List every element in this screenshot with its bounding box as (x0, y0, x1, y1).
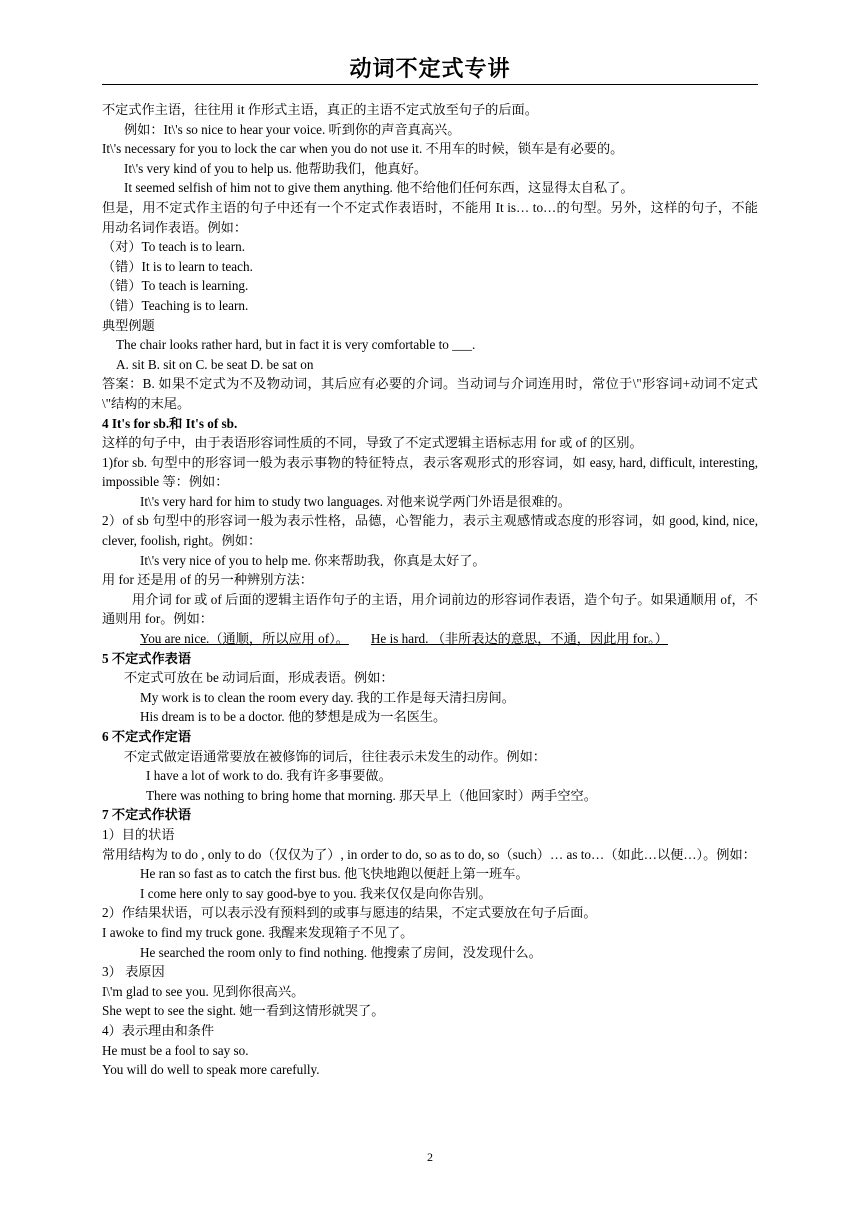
example-line: 例如：It\'s so nice to hear your voice. 听到你的声音真高兴。 (124, 121, 461, 137)
text-paragraph: 常用结构为 to do , only to do（仅仅为了）, in order to do, so as to do, so（such）… as to…（如此…以便…）。例如： (102, 846, 756, 862)
example-line: I awoke to find my truck gone. 我醒来发现箱子不见了。 (102, 924, 414, 940)
page-number: 2 (427, 1150, 433, 1164)
text-line: 这样的句子中，由于表语形容词性质的不同，导致了不定式逻辑主语标志用 for 或 of 的区别。 (102, 435, 643, 451)
list-item: （错）It is to learn to teach. (102, 258, 253, 274)
text-line: 不定式可放在 be 动词后面，形成表语。例如： (124, 670, 394, 686)
question-line: The chair looks rather hard, but in fact it is very comfortable to ___. (116, 337, 476, 353)
example-line: His dream is to be a doctor. 他的梦想是成为一名医生。 (140, 709, 447, 725)
subsection-label: 4）表示理由和条件 (102, 1022, 215, 1038)
section-label: 典型例题 (102, 317, 155, 333)
text-paragraph: 但是，用不定式作主语的句子中还有一个不定式作表语时，不能用 It is… to…的句型。另外，这样的句子，不能用动名词作表语。例如： (102, 199, 758, 235)
example-line: He searched the room only to find nothing. 他搜索了房间，没发现什么。 (140, 944, 542, 960)
example-line: It\'s very kind of you to help us. 他帮助我们，他真好。 (124, 160, 428, 176)
example-line: It\'s very nice of you to help me. 你来帮助我，你真是太好了。 (140, 552, 486, 568)
list-item: （错）Teaching is to learn. (102, 297, 249, 313)
section-heading: 4 It's for sb.和 It's of sb. (102, 415, 238, 431)
section-heading: 7 不定式作状语 (102, 807, 192, 823)
example-line: She wept to see the sight. 她一看到这情形就哭了。 (102, 1003, 385, 1019)
example-line: I have a lot of work to do. 我有许多事要做。 (146, 768, 392, 784)
example-line: I come here only to say good-bye to you. 我来仅仅是向你告别。 (140, 885, 492, 901)
subsection-label: 3） 表原因 (102, 964, 165, 980)
example-line: He ran so fast as to catch the first bus. 他飞快地跑以便赶上第一班车。 (140, 866, 529, 882)
text-line: 用 for 还是用 of 的另一种辨别方法： (102, 572, 313, 588)
example-line: It seemed selfish of him not to give them anything. 他不给他们任何东西，这显得太自私了。 (124, 180, 634, 196)
text-line: 2）作结果状语，可以表示没有预料到的或事与愿违的结果，不定式要放在句子后面。 (102, 905, 597, 921)
text-line: 不定式做定语通常要放在被修饰的词后，往往表示未发生的动作。例如： (124, 748, 546, 764)
example-line: There was nothing to bring home that morning. 那天早上（他回家时）两手空空。 (146, 787, 597, 803)
document-body (102, 100, 758, 1080)
underlined-example: You are nice.（通顺，所以应用 of）。 (140, 631, 349, 647)
example-line: It\'s necessary for you to lock the car when you do not use it. 不用车的时候，锁车是有必要的。 (102, 141, 624, 157)
section-heading: 6 不定式作定语 (102, 729, 192, 744)
example-line: He must be a fool to say so. (102, 1042, 249, 1058)
example-line: My work is to clean the room every day. 我的工作是每天清扫房间。 (140, 689, 515, 705)
title-rule (102, 84, 758, 85)
page-title: 动词不定式专讲 (349, 57, 511, 82)
text-paragraph: 1)for sb. 句型中的形容词一般为表示事物的特征特点，表示客观形式的形容词，如 easy, hard, difficult, interesting, impossible 等：例如： (102, 454, 758, 490)
section-heading: 5 不定式作表语 (102, 650, 192, 666)
text-paragraph: 用介词 for 或 of 后面的逻辑主语作句子的主语，用介词前边的形容词作表语，造个句子。如果通顺用 of，不通则用 for。例如： (102, 591, 758, 627)
example-line (102, 629, 758, 649)
underlined-example: He is hard. （非所表达的意思，不通，因此用 for。） (370, 631, 668, 647)
example-line: It\'s very hard for him to study two languages. 对他来说学两门外语是很难的。 (140, 493, 571, 509)
text-line: 不定式作主语，往往用 it 作形式主语，真正的主语不定式放至句子的后面。 (102, 102, 538, 117)
answer-options: A. sit B. sit on C. be seat D. be sat on (116, 356, 314, 372)
example-line: You will do well to speak more carefully. (102, 1062, 320, 1078)
list-item: （对）To teach is to learn. (102, 239, 246, 255)
list-item: （错）To teach is learning. (102, 278, 249, 294)
text-paragraph: 2）of sb 句型中的形容词一般为表示性格，品德，心智能力，表示主观感情或态度的形容词，如 good, kind, nice, clever, foolish, right。例如： (102, 513, 758, 549)
answer-paragraph: 答案：B. 如果不定式为不及物动词，其后应有必要的介词。当动词与介词连用时，常位于\"形容词+动词不定式\"结构的末尾。 (102, 376, 758, 411)
example-line: I\'m glad to see you. 见到你很高兴。 (102, 983, 305, 999)
subsection-label: 1）目的状语 (102, 826, 175, 842)
